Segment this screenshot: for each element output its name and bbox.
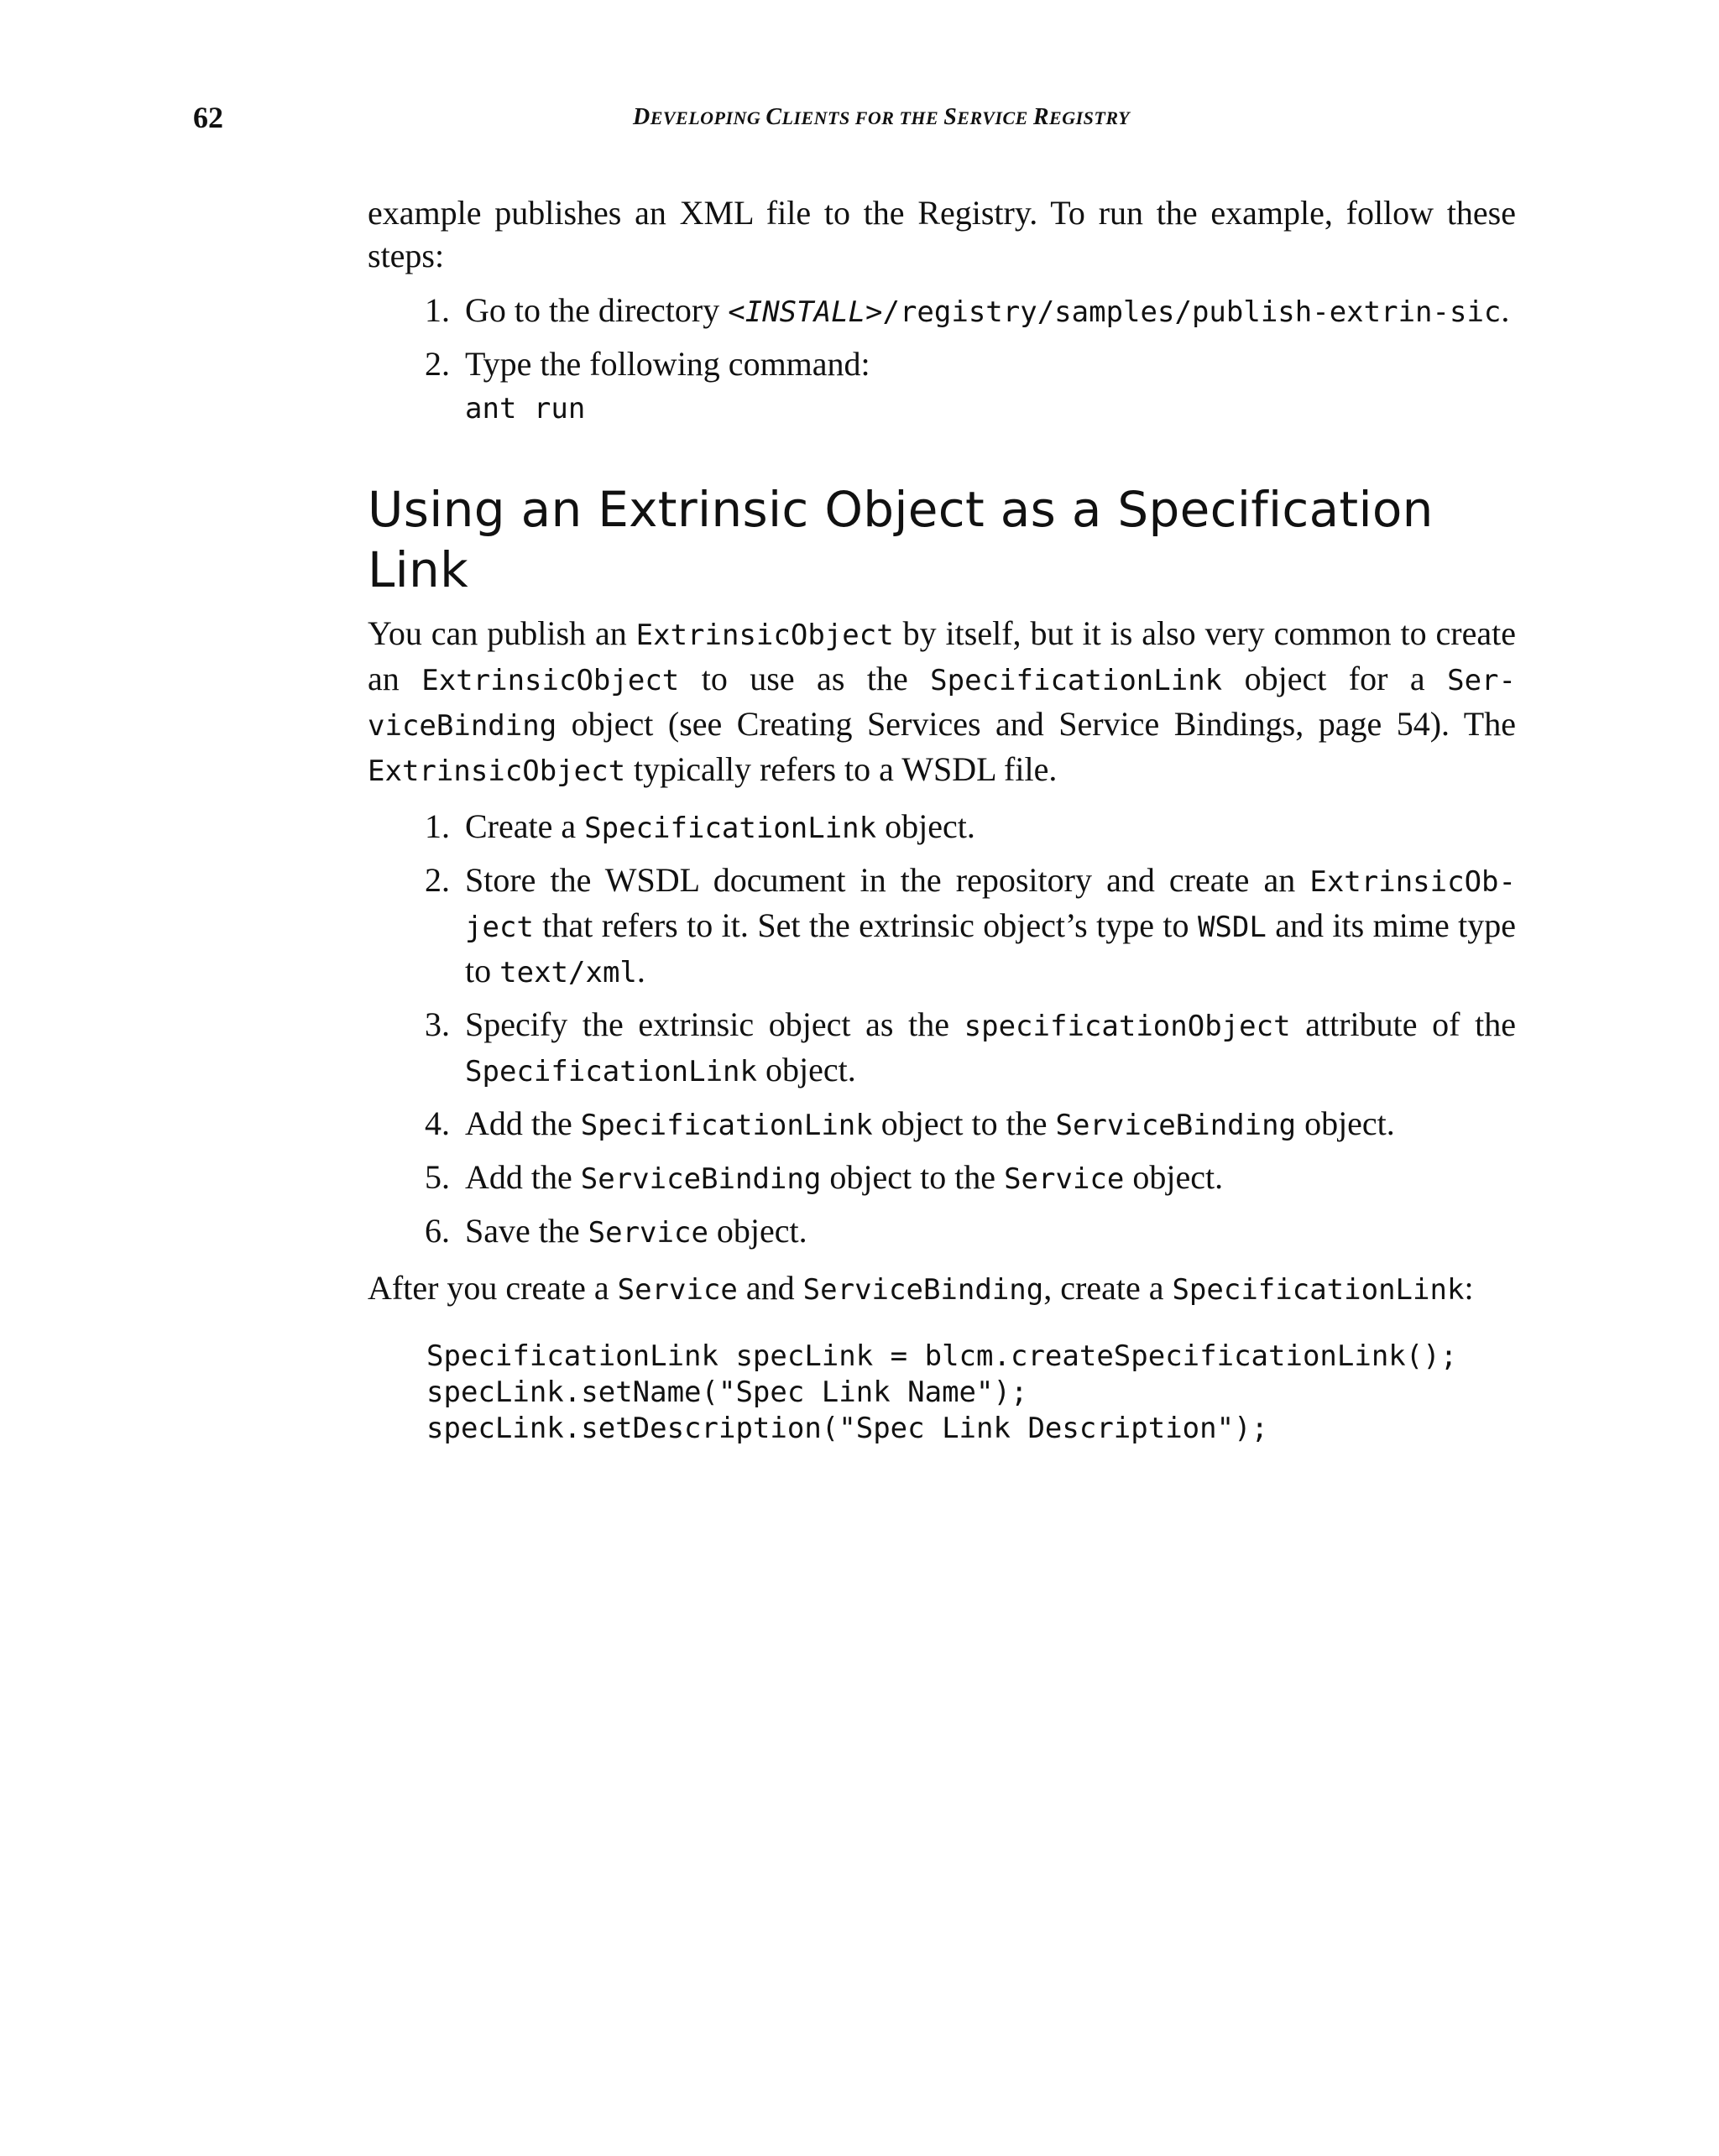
- inline-code: Service: [588, 1216, 708, 1250]
- text-run: object.: [876, 807, 975, 845]
- after-paragraph: [368, 1266, 1516, 1312]
- text-run: object.: [708, 1212, 807, 1250]
- list-item: [368, 1209, 1516, 1255]
- step-text-end: .: [1501, 291, 1510, 329]
- text-run: and its mime type to: [465, 906, 1516, 989]
- running-header: [504, 101, 1259, 135]
- step-number: 5.: [425, 1158, 450, 1196]
- inline-code: ServiceBinding: [580, 1162, 822, 1196]
- text-run: object to the: [872, 1104, 1056, 1142]
- inline-code: ExtrinsicOb-ject: [465, 865, 1516, 944]
- inline-code: SpecificationLink: [580, 1109, 873, 1142]
- inline-code: ServiceBinding: [1055, 1109, 1297, 1142]
- step-number: 2.: [425, 345, 450, 383]
- step-number: 4.: [425, 1104, 450, 1142]
- intro-paragraph: example publishes an XML file to the Registry. To run the example, follow these steps:: [368, 194, 1516, 274]
- text-run: object.: [757, 1051, 856, 1088]
- text-run: to use as the: [679, 660, 931, 697]
- section-heading: Using an Extrinsic Object as a Specification Link: [368, 481, 1434, 598]
- list-item: [368, 859, 1516, 994]
- list-item: [368, 289, 1516, 334]
- text-run: that refers to it. Set the extrinsic object’s type to: [533, 906, 1198, 944]
- command-code: ant run: [465, 392, 586, 425]
- running-header-word-2: CLIENTS FOR THE: [765, 104, 944, 130]
- text-run: object (see Creating Services and Service Bindings, page 54). The: [556, 705, 1516, 743]
- text-run: You can publish an: [368, 614, 636, 652]
- code-line: specLink.setName("Spec Link Name");: [426, 1376, 1028, 1409]
- inline-code: WSDL: [1197, 911, 1267, 944]
- specification-steps-list: [368, 805, 1516, 1255]
- inline-code: Service: [617, 1273, 738, 1307]
- step-number: 1.: [425, 291, 450, 329]
- directory-path-code: /registry/samples/publish-extrin-sic: [882, 295, 1502, 329]
- step-number: 6.: [425, 1212, 450, 1250]
- run-steps-list: [368, 289, 1516, 432]
- list-item: [368, 342, 1516, 432]
- inline-code: specificationObject: [964, 1010, 1291, 1043]
- text-run: object for a: [1222, 660, 1448, 697]
- text-run: object to the: [821, 1158, 1005, 1196]
- inline-code: ServiceBinding: [802, 1273, 1044, 1307]
- code-line: specLink.setDescription("Spec Link Description");: [426, 1412, 1269, 1445]
- list-item: [368, 1102, 1516, 1147]
- text-run: Store the WSDL document in the repository and create an: [465, 861, 1310, 899]
- running-header-word-3: SERVICE: [943, 104, 1033, 130]
- main-content: [368, 191, 1516, 1447]
- text-run: After you create a: [368, 1269, 618, 1307]
- step-number: 1.: [425, 807, 450, 845]
- code-block: [368, 1339, 1516, 1447]
- text-run: object.: [1296, 1104, 1395, 1142]
- text-run: .: [636, 952, 645, 989]
- list-item: [368, 805, 1516, 850]
- inline-code: ExtrinsicObject: [421, 664, 680, 697]
- inline-code: SpecificationLink: [584, 812, 877, 845]
- text-run: Add the: [465, 1158, 581, 1196]
- inline-code: Service: [1004, 1162, 1125, 1196]
- list-item: [368, 1003, 1516, 1094]
- code-line: SpecificationLink specLink = blcm.createSpecificationLink();: [426, 1339, 1458, 1373]
- inline-code: Ser-viceBinding: [368, 664, 1516, 743]
- running-header-word-4: REGISTRY: [1032, 104, 1131, 130]
- text-run: by itself, but it is also very common to create an: [368, 614, 1516, 697]
- text-run: and: [737, 1269, 803, 1307]
- inline-code: ExtrinsicObject: [635, 619, 894, 652]
- list-item: [368, 1156, 1516, 1201]
- inline-code: SpecificationLink: [930, 664, 1223, 697]
- running-header-word-1: DEVELOPING: [632, 104, 766, 130]
- text-run: object.: [1124, 1158, 1224, 1196]
- text-run: Add the: [465, 1104, 581, 1142]
- install-placeholder-code: <INSTALL>: [728, 295, 883, 329]
- step-text: Go to the directory: [465, 291, 729, 329]
- text-run: typically refers to a WSDL file.: [625, 750, 1058, 788]
- text-run: Save the: [465, 1212, 588, 1250]
- step-text: Type the following command:: [465, 345, 870, 383]
- text-run: attribute of the: [1290, 1005, 1517, 1043]
- body-paragraph: [368, 612, 1516, 793]
- page-number: 62: [193, 101, 223, 134]
- text-run: :: [1464, 1269, 1474, 1307]
- inline-code: text/xml: [499, 956, 637, 989]
- inline-code: SpecificationLink: [465, 1055, 757, 1088]
- step-number: 3.: [425, 1005, 450, 1043]
- step-number: 2.: [425, 861, 450, 899]
- text-run: Specify the extrinsic object as the: [465, 1005, 964, 1043]
- inline-code: ExtrinsicObject: [368, 754, 626, 788]
- inline-code: SpecificationLink: [1172, 1273, 1465, 1307]
- text-run: Create a: [465, 807, 585, 845]
- text-run: , create a: [1043, 1269, 1173, 1307]
